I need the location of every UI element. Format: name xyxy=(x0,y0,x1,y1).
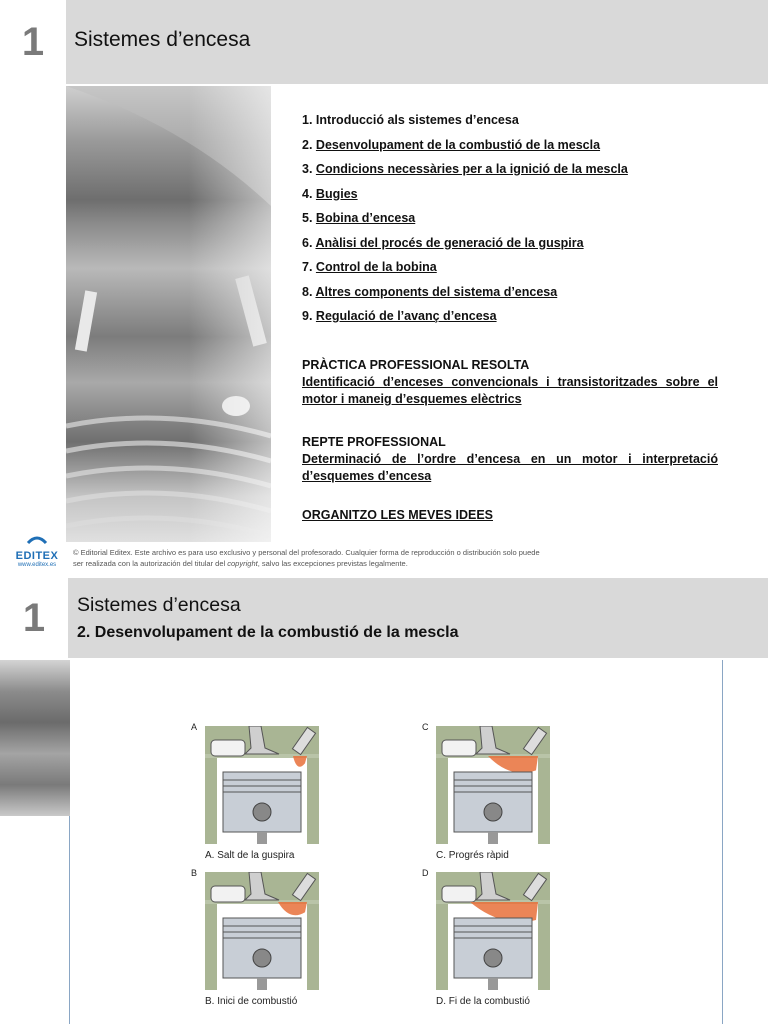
chapter-number: 1 xyxy=(22,595,46,640)
editex-logo-icon xyxy=(26,533,48,545)
frame-line-right xyxy=(722,660,723,1024)
panel-letter: C xyxy=(422,722,429,732)
table-of-contents xyxy=(302,112,718,333)
chapter-number: 1 xyxy=(0,0,66,84)
practica-heading: PRÀCTICA PROFESSIONAL RESOLTA xyxy=(302,358,530,372)
panel-caption: C. Progrés ràpid xyxy=(436,850,509,861)
repte-heading: REPTE PROFESSIONAL xyxy=(302,435,446,449)
slide-title: Sistemes d’encesa xyxy=(74,28,251,51)
editex-logo-name: EDITEX xyxy=(15,550,59,562)
slide-title: Sistemes d’encesa xyxy=(77,594,241,616)
toc-item-3[interactable]: 3. Condicions necessàries per a la ignició de la mescla xyxy=(302,162,628,176)
toc-item-8[interactable]: 8. Altres components del sistema d’encesa xyxy=(302,284,558,299)
engine-photo-thumbnail xyxy=(0,660,70,816)
toc-item-7[interactable]: 7. Control de la bobina xyxy=(302,260,437,274)
panel-letter: D xyxy=(422,868,429,878)
panel-letter: A xyxy=(191,722,198,732)
organitzo-section xyxy=(302,507,718,524)
repte-link[interactable]: Determinació de l’ordre d’encesa en un motor i interpretació d’esquemes d’encesa xyxy=(302,452,718,483)
combustion-panel-c xyxy=(422,722,560,861)
toc-item-1[interactable]: 1. Introducció als sistemes d’encesa xyxy=(302,113,519,127)
practica-section xyxy=(302,357,718,408)
cylinder-diagram xyxy=(436,726,550,844)
copyright-footnote: © Editorial Editex. Este archivo es para uso exclusivo y personal del profesorado. Cualquier forma de reproducción o distribución solo puede ser realizada con la autorización del titular del copyright, salvo las excepciones previstas legalmente. xyxy=(73,548,540,568)
cylinder-diagram xyxy=(436,872,550,990)
combustion-panel-a xyxy=(191,722,329,861)
organitzo-link[interactable]: ORGANITZO LES MEVES IDEES xyxy=(302,508,493,522)
panel-caption: B. Inici de combustió xyxy=(205,996,298,1007)
panel-letter: B xyxy=(191,868,198,878)
panel-caption: D. Fi de la combustió xyxy=(436,996,530,1007)
frame-line-left xyxy=(69,816,70,1024)
editex-logo-url: www.editex.es xyxy=(17,562,57,568)
toc-item-6[interactable]: 6. Anàlisi del procés de generació de la guspira xyxy=(302,235,584,250)
slide-2 xyxy=(0,578,768,1024)
toc-item-2[interactable]: 2. Desenvolupament de la combustió de la mescla xyxy=(302,137,601,152)
practica-link[interactable]: Identificació d’enceses convencionals i transistoritzades sobre el motor i maneig d’esquemes elèctrics xyxy=(302,375,718,406)
cylinder-diagram xyxy=(205,726,319,844)
cylinder-diagram xyxy=(205,872,319,990)
panel-caption: A. Salt de la guspira xyxy=(205,850,295,861)
toc-item-9[interactable]: 9. Regulació de l’avanç d’encesa xyxy=(302,309,497,323)
toc-item-5[interactable]: 5. Bobina d’encesa xyxy=(302,211,416,225)
header-bar xyxy=(68,578,768,658)
engine-photo xyxy=(66,86,271,542)
repte-section xyxy=(302,434,718,485)
editex-logo xyxy=(12,532,62,568)
toc-item-4[interactable]: 4. Bugies xyxy=(302,186,358,201)
slide-subtitle: 2. Desenvolupament de la combustió de la mescla xyxy=(77,624,459,641)
combustion-panel-d xyxy=(422,868,560,1007)
combustion-panel-b xyxy=(191,868,329,1007)
